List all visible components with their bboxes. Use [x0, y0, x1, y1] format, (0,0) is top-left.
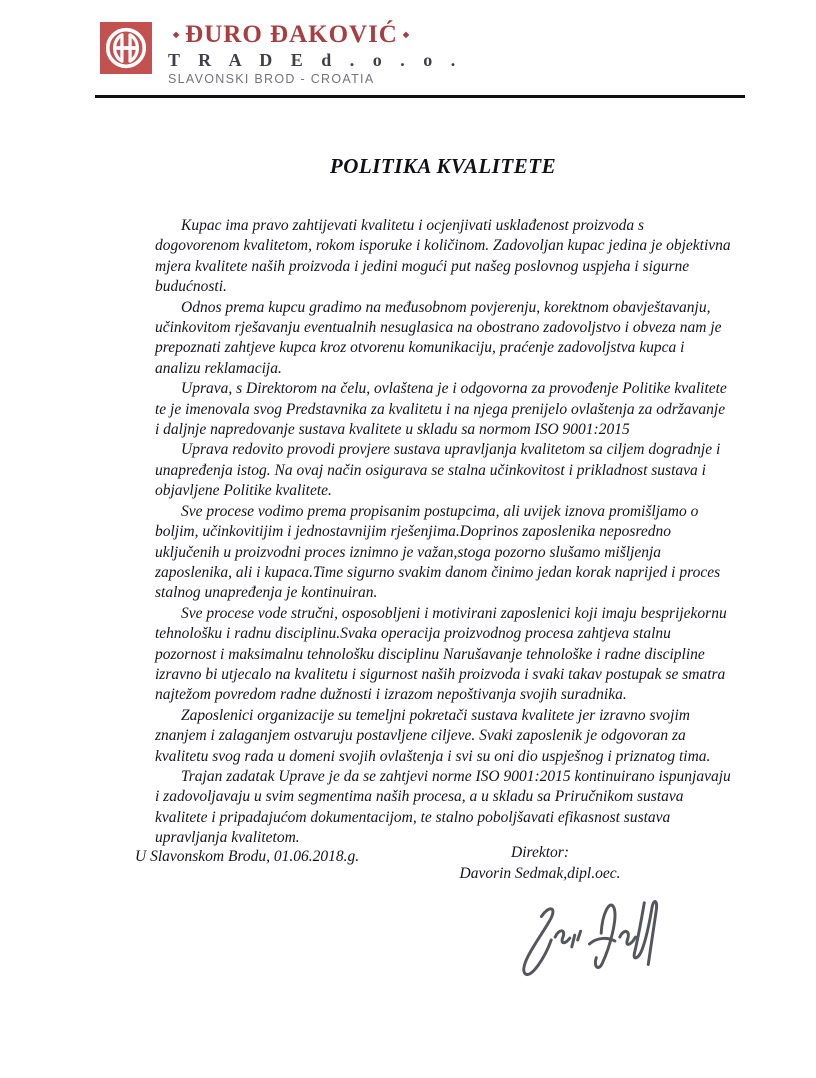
company-suffix: T R A D E d . o . o . [168, 50, 463, 70]
place-and-date: U Slavonskom Brodu, 01.06.2018.g. [135, 848, 360, 865]
paragraph-discipline: Sve procese vode stručni, osposobljeni i motivirani zaposlenici koji imaju besprijekornu tehnološku i radnu disciplinu.Svaka operacija proizvodnog procesa zahtjeva stalnu pozornost i maksimalnu tehnološku disciplinu Narušavanje tehnološke i radne discipline izravno bi utjecalo na kvalitetu i sigurnost naših proizvoda i svaki takav postupak se smatra najtežom povredom radne dužnosti i izrazom nepoštivanja svojih suradnika. [155, 604, 727, 704]
header-divider [95, 95, 745, 98]
paragraph-employees: Zaposlenici organizacije su temeljni pokretači sustava kvalitete jer izravno svojim znanjem i zalaganjem ostvaruju postavljene ciljeve. Svaki zaposlenik je odgovoran za kvalitetu svog rada u domeni svojih ovlaštenja i svi su oni dio uspješnog i priznatog tima. [155, 706, 711, 765]
company-name-row [168, 22, 462, 48]
policy-paragraphs [155, 216, 731, 849]
paragraph-iso-commitment: Trajan zadatak Uprave je da se zahtjevi norme ISO 9001:2015 kontinuirano ispunjavaju i zadovoljavaju u svim segmentima naših procesa, a u skladu sa Priručnikom sustava kvalitete i pripadajućom dokumentacijom, te stalno poboljšavati efikasnost sustava upravljanja kvalitetom. [155, 767, 731, 847]
director-label: Direktor: [511, 844, 569, 861]
document-body [155, 154, 731, 849]
djuro-djakovic-monogram-icon [100, 22, 152, 74]
director-name: Davorin Sedmak,dipl.oec. [459, 865, 621, 882]
letterhead [100, 22, 816, 86]
paragraph-customer-rights: Kupac ima pravo zahtijevati kvalitetu i ocjenjivati usklađenost proizvoda s dogovorenom kvalitetom, rokom isporuke i količinom. Zadovoljan kupac jedina je objektivna mjera kvalitete naših proizvoda i jedini mogući put našeg poslovnog uspjeha i sigurne budućnosti. [155, 217, 731, 296]
paragraph-management-authority: Uprava, s Direktorom na čelu, ovlaštena je i odgovorna za provođenje Politike kvalitete te je imenovala svog Predstavnika za kvalitetu i na njega prenijelo ovlaštenja za održavanje i daljnje napredovanje sustava kvalitete u skladu sa normom ISO 9001:2015 [155, 380, 727, 439]
company-location: SLAVONSKI BROD - CROATIA [168, 72, 375, 86]
letterhead-text [168, 22, 462, 86]
company-logo-icon [100, 22, 152, 74]
diamond-right-icon: ◆ [402, 30, 411, 39]
document-page [0, 22, 816, 1078]
signature-block [440, 844, 640, 883]
paragraph-system-audits: Uprava redovito provodi provjere sustava upravljanja kvalitetom sa ciljem dogradnje i unapređenja istog. Na ovaj način osigurava se stalna učinkovitost i prikladnost sustava i objavljene Politike kvalitete. [155, 441, 721, 500]
page-title: POLITIKA KVALITETE [329, 154, 557, 178]
paragraph-customer-relations: Odnos prema kupcu gradimo na međusobnom povjerenju, korektnom obavještavanju, učinkovitom rješavanju eventualnih nesuglasica na obostrano zadovoljstvo i obveza nam je prepoznati zahtjeve kupca kroz otvorenu komunikaciju, praćenje zadovoljstva kupca i analizu reklamacija. [155, 298, 722, 377]
company-name: ĐURO ĐAKOVIĆ [185, 21, 398, 48]
paragraph-process-improvement: Sve procese vodimo prema propisanim postupcima, ali uvijek iznova promišljamo o boljim, učinkovitijim i jednostavnijim rješenjima.Doprinos zaposlenika neposredno uključenih u proizvodni proces iznimno je važan,stoga pozorno slušamo mišljenja zaposlenika, ali i kupaca.Time sigurno svakim danom činimo jedan korak naprijed i proces stalnog unapređenja je kontinuiran. [155, 502, 721, 602]
handwritten-signature-icon [500, 892, 672, 990]
diamond-left-icon: ◆ [173, 30, 181, 39]
